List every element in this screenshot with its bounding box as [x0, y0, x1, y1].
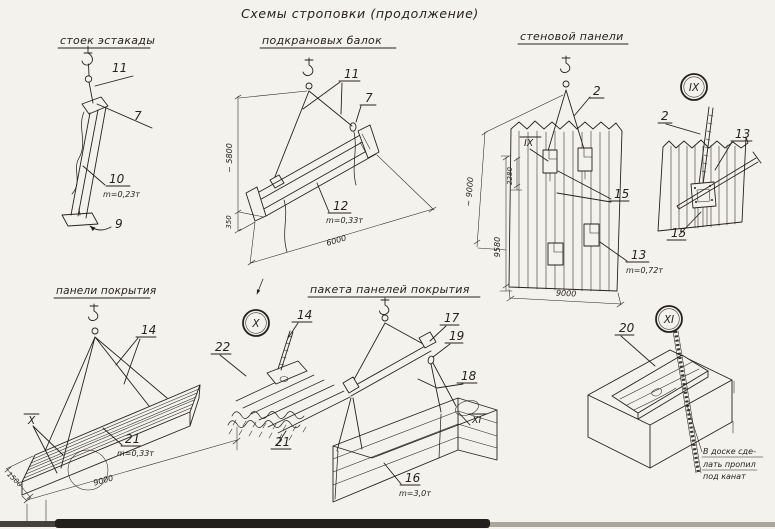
sling-rope	[89, 64, 94, 103]
crane-beam-label: подкрановых балок	[262, 34, 383, 47]
trestle-post-diagram	[58, 34, 155, 231]
sling-ring-icon	[85, 76, 91, 82]
dim-end: 350	[225, 215, 233, 229]
dim-length: 9000	[92, 473, 115, 488]
right-clamp-ring	[350, 123, 356, 131]
callout-13: 13	[631, 248, 647, 262]
traverse-beam	[347, 345, 431, 396]
dim-top: 2280	[506, 167, 514, 185]
leader-11	[95, 76, 133, 86]
callout-11: 11	[112, 61, 128, 75]
edge-ticks	[733, 381, 734, 433]
crane-hook-icon	[82, 46, 92, 65]
sling-ring-icon	[563, 81, 569, 87]
callout-16: 16	[405, 471, 421, 485]
scan-band-left	[0, 521, 57, 527]
callout-2: 2	[661, 109, 669, 123]
callout-18: 18	[461, 369, 477, 383]
callout-10: 10	[109, 172, 125, 186]
strap-lines	[335, 414, 441, 499]
post-shaft	[71, 107, 106, 218]
wall-panel-label: стеновой панели	[520, 30, 624, 43]
plate-bolt	[711, 199, 713, 201]
plate-bolt	[694, 187, 696, 189]
callout-7: 7	[365, 91, 373, 105]
beam-body	[252, 134, 376, 216]
plate-bolt	[695, 201, 697, 203]
post-head	[82, 97, 108, 114]
leader-7	[97, 104, 152, 128]
left-tag-line	[284, 200, 287, 252]
callout-14: 14	[297, 308, 313, 322]
callout-12: 12	[333, 199, 349, 213]
callout-17: 17	[444, 311, 460, 325]
sling-ropes	[548, 90, 584, 151]
callout-15: 15	[671, 226, 687, 240]
wall-panel-detail-diagram	[658, 107, 761, 240]
trestle-label: стоек эстакады	[60, 34, 156, 47]
mass-023: m=0,23т	[103, 190, 140, 199]
roof-panel-diagram	[5, 285, 240, 523]
mass-30: m=3,0т	[399, 489, 431, 498]
wood-board	[612, 355, 708, 413]
callout-20: 20	[619, 321, 635, 335]
callout-2: 2	[593, 84, 601, 98]
board-detail-diagram	[588, 306, 763, 481]
corrugation-hatch	[229, 420, 306, 440]
leader-2	[574, 97, 604, 116]
anchor-slots	[543, 148, 599, 265]
detail-circle-mark: IX	[688, 82, 700, 94]
leader-9	[90, 226, 111, 230]
post-base-plate	[62, 209, 98, 226]
crane-hook-icon	[303, 58, 313, 76]
traverse-right-end	[419, 332, 436, 348]
callout-7: 7	[134, 109, 142, 123]
detail-circle-mark: X	[252, 318, 260, 330]
package-label: пакета панелей покрытия	[310, 283, 470, 296]
roof-panel-label: панели покрытия	[56, 285, 157, 297]
callout-11: 11	[344, 67, 360, 81]
crane-hook-icon	[89, 304, 99, 321]
ref-mark-ix: IX	[524, 138, 534, 149]
detail-circle-mark: XI	[663, 314, 675, 326]
detail-x-cutaway	[211, 308, 350, 449]
dim-length: 6000	[325, 233, 348, 248]
callout-21: 21	[275, 435, 291, 449]
beam-left-end-plate	[246, 187, 266, 221]
ref-mark-xi: XI	[472, 415, 482, 426]
leader-13	[715, 141, 752, 170]
note-line-2: лать пропил	[703, 460, 756, 469]
callout-19: 19	[449, 329, 465, 343]
leader-2	[658, 123, 700, 134]
package-diagram	[211, 279, 497, 502]
mass-033: m=0,33т	[326, 216, 363, 225]
callout-21: 21	[125, 432, 141, 446]
callout-13: 13	[735, 127, 751, 141]
callout-14: 14	[141, 323, 157, 337]
wall-panel-diagram	[464, 30, 707, 307]
note-line-1: В доске сде-	[703, 447, 756, 456]
mass-072: m=0,72т	[626, 266, 663, 275]
scan-band-dark	[55, 519, 490, 528]
traverse-left-end	[343, 377, 359, 393]
ref-mark-x: X	[28, 415, 36, 427]
mass-033: m=0,33т	[117, 449, 154, 458]
crane-hook-icon	[561, 56, 571, 73]
pointer-arrow	[257, 279, 263, 294]
dim-width: 9000	[555, 288, 577, 299]
scan-band-right	[490, 522, 775, 527]
leader-14	[116, 337, 156, 384]
beam-right-end-plate	[358, 125, 379, 158]
sling-ring-icon	[306, 83, 312, 89]
scan-artifact-band	[0, 519, 775, 528]
leader-22	[211, 354, 246, 376]
crane-beam-diagram	[225, 34, 436, 265]
dim-side: 9580	[493, 236, 502, 258]
leader-19	[433, 343, 463, 357]
sling-ring-icon	[382, 315, 388, 321]
sling-ring-icon	[92, 328, 98, 334]
right-tag-line	[354, 132, 356, 185]
crane-hook-icon	[380, 298, 390, 315]
panel-ribs	[519, 131, 609, 291]
dim-width: 1500	[5, 470, 24, 489]
leader-7	[356, 105, 376, 122]
dim-height: ~ 5800	[225, 143, 234, 173]
callout-15: 15	[614, 187, 630, 201]
sheet-title: Схемы строповки (продолжение)	[241, 6, 479, 21]
callout-22: 22	[215, 340, 231, 354]
note-line-3: под канат	[703, 472, 746, 481]
dim-approx: ~ 9000	[463, 176, 476, 207]
callout-9: 9	[115, 217, 123, 231]
